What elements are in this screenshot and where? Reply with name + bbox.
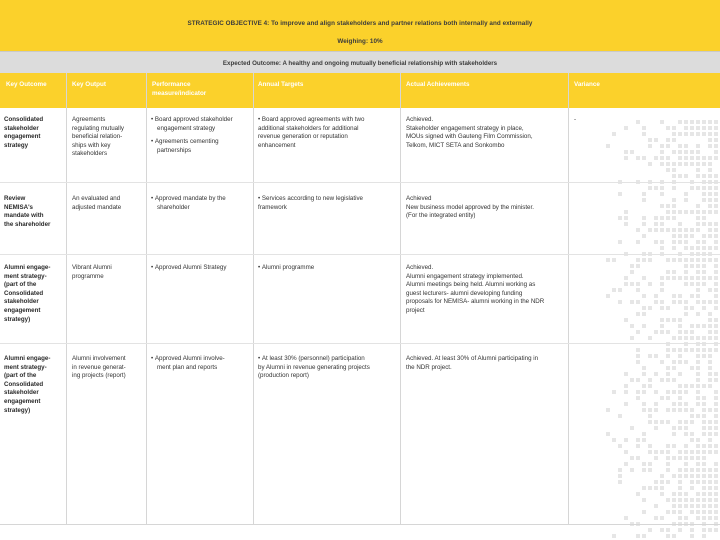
row3-actual-line: Alumni meetings being held. Alumni working as [406, 281, 536, 289]
row3-outcome-line: Alumni engage- [4, 264, 51, 271]
header-annual-targets: Annual Targets [258, 81, 304, 88]
row1-outcome-line: strategy [4, 141, 29, 149]
column-divider [253, 73, 254, 525]
row1-target-line: revenue generation or reputation [258, 133, 348, 141]
row2-output-line: An evaluated and [72, 195, 121, 202]
row3-annual-targets [258, 264, 314, 273]
row1-output-line: beneficial relation- [72, 133, 123, 141]
row3-outcome-line: (part of the [4, 281, 37, 289]
row4-outcome-line: ment strategy- [4, 363, 47, 371]
row2-key-output [72, 195, 121, 212]
row2-actual [406, 195, 534, 221]
row2-measure-line: shareholder [157, 203, 190, 211]
row3-actual-line: Alumni engagement strategy implemented. [406, 272, 524, 280]
row1-output-line: stakeholders [72, 150, 108, 158]
row4-outcome-line: stakeholder [4, 389, 39, 397]
header-key-outcome: Key Outcome [6, 81, 47, 88]
row4-output-line: Alumni involvement [72, 355, 126, 362]
row2-target-line: framework [258, 203, 287, 211]
row1-target-line: additional stakeholders for additional [258, 124, 359, 132]
row3-actual-line: project [406, 306, 425, 314]
column-divider [146, 73, 147, 525]
row1-measure-line: • Board approved stakeholder [151, 116, 233, 125]
row2-outcome-line: the shareholder [4, 220, 51, 228]
row1-actual-line: MOUs signed with Gauteng Film Commission, [406, 133, 533, 141]
row3-key-output [72, 264, 112, 281]
row1-actual [406, 116, 533, 150]
header-performance [152, 81, 206, 98]
row2-actual-line: New business model approved by the minister. [406, 203, 534, 211]
row2-annual-targets [258, 195, 363, 212]
row1-output-line: Agreements [72, 116, 106, 123]
row1-outcome-line: stakeholder [4, 124, 39, 132]
row1-variance: - [574, 116, 577, 123]
row4-measure-line: ment plan and reports [157, 363, 218, 371]
row2-measures [151, 195, 226, 212]
row3-output-line: Vibrant Alumni [72, 264, 112, 271]
row3-actual-line: guest lecturers- alumni developing funding [406, 289, 523, 297]
row1-annual-targets [258, 116, 364, 150]
objective-title: STRATEGIC OBJECTIVE 4: To improve and align stakeholders and partner relations both internally and externally [187, 20, 533, 27]
row2-target-line: • Services according to new legislative [258, 195, 363, 204]
row3-measure-line: • Approved Alumni Strategy [151, 264, 226, 273]
column-divider [568, 73, 569, 525]
row3-measures [151, 264, 226, 273]
row4-outcome-line: Alumni engage- [4, 355, 51, 362]
row3-target-line: • Alumni programme [258, 264, 314, 273]
row4-outcome-line: strategy) [4, 406, 31, 414]
row2-actual-line: (For the integrated entity) [406, 212, 476, 220]
header-key-output: Key Output [72, 81, 106, 88]
row1-measures [151, 116, 233, 155]
row3-actual-line: Achieved. [406, 264, 434, 271]
row4-outcome-line: engagement [4, 397, 41, 405]
row2-outcome-line: NEMISA's [4, 203, 33, 211]
row3-outcome-line: stakeholder [4, 298, 39, 306]
objective-banner [0, 0, 720, 51]
row4-target-line: • At least 30% (personnel) participation [258, 355, 370, 364]
row1-measure-line: • Agreements cementing [151, 138, 233, 147]
row4-target-line: by Alumni in revenue generating projects [258, 363, 370, 371]
row1-key-output [72, 116, 124, 159]
row2-actual-line: Achieved [406, 195, 432, 202]
row4-outcome-line: Consolidated [4, 380, 44, 388]
row1-measure-line: engagement strategy [157, 124, 216, 132]
row1-actual-line: Telkom, MICT SETA and Sonkombo [406, 141, 505, 149]
table-header-row [0, 73, 720, 108]
row2-measure-line: • Approved mandate by the [151, 195, 226, 204]
row4-measure-line: • Approved Alumni involve- [151, 355, 225, 364]
column-divider [400, 73, 401, 525]
row-divider [0, 182, 720, 183]
objective-weighting: Weighing: 10% [337, 38, 383, 45]
header-variance: Variance [574, 81, 600, 88]
row-divider [0, 343, 720, 344]
expected-outcome-banner [0, 51, 720, 74]
row1-actual-line: Stakeholder engagement strategy in place, [406, 124, 524, 132]
column-divider [66, 73, 67, 525]
row4-actual [406, 355, 538, 372]
row4-output-line: ing projects (report) [72, 372, 126, 380]
row4-annual-targets [258, 355, 370, 381]
header-performance-line2: measure/indicator [152, 89, 207, 97]
row1-target-line: enhancement [258, 141, 296, 149]
row4-measures [151, 355, 225, 372]
row4-outcome-line: (part of the [4, 372, 37, 380]
decorative-dot-pattern [600, 120, 720, 540]
row1-key-outcome [4, 116, 43, 150]
row1-actual-line: Achieved. [406, 116, 434, 123]
row2-output-line: adjusted mandate [72, 203, 122, 211]
row1-measure-line: partnerships [157, 146, 192, 154]
row2-outcome-line: mandate with [4, 212, 44, 220]
row1-target-line: • Board approved agreements with two [258, 116, 364, 125]
row4-target-line: (production report) [258, 372, 309, 380]
row3-outcome-line: Consolidated [4, 289, 44, 297]
row3-key-outcome [4, 264, 50, 324]
row1-output-line: regulating mutually [72, 124, 124, 132]
row4-actual-line: the NDR project. [406, 363, 452, 371]
row4-output-line: in revenue generat- [72, 363, 126, 371]
row4-actual-line: Achieved. At least 30% of Alumni participating in [406, 355, 539, 362]
row3-output-line: programme [72, 272, 104, 280]
row2-outcome-line: Review [4, 195, 26, 202]
table-bottom-border [0, 524, 720, 525]
row4-key-output [72, 355, 126, 381]
row2-key-outcome [4, 195, 50, 229]
row3-outcome-line: engagement [4, 306, 41, 314]
row3-outcome-line: strategy) [4, 315, 31, 323]
row1-output-line: ships with key [72, 141, 111, 149]
row3-actual-line: proposals for NEMISA- alumni working in the NDR [406, 298, 545, 306]
row1-outcome-line: Consolidated [4, 116, 44, 123]
row3-actual [406, 264, 544, 316]
header-performance-line1: Performance [152, 81, 191, 88]
row1-outcome-line: engagement [4, 133, 41, 141]
row4-key-outcome [4, 355, 50, 415]
header-actual-achievements: Actual Achievements [406, 81, 470, 88]
expected-outcome-text: Expected Outcome: A healthy and ongoing mutually beneficial relationship with stakeholders [222, 60, 498, 67]
row-divider [0, 254, 720, 255]
row3-outcome-line: ment strategy- [4, 272, 47, 280]
